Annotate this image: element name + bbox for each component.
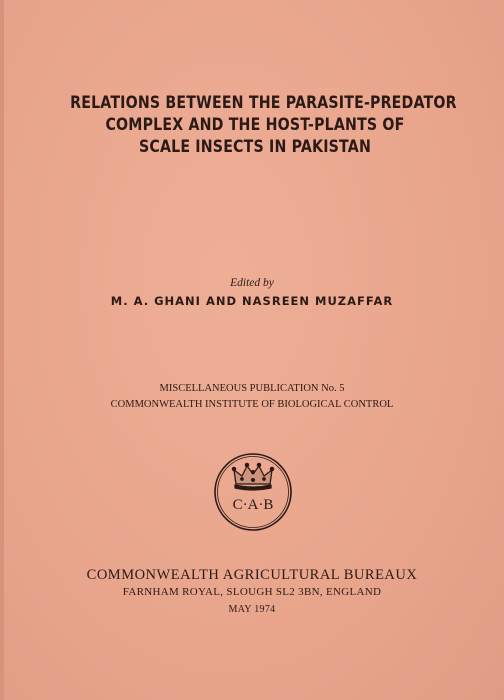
edited-by-label: Edited by: [230, 277, 274, 289]
logo-text: C·A·B: [232, 497, 274, 513]
title-line-2: COMPLEX AND THE HOST-PLANTS OF: [105, 115, 405, 134]
series-info: [0, 381, 504, 413]
publisher-address: FARNHAM ROYAL, SLOUGH SL2 3BN, ENGLAND: [122, 586, 382, 598]
title-line-1: RELATIONS BETWEEN THE PARASITE-PREDATOR: [70, 93, 457, 112]
book-title: [70, 92, 457, 158]
cab-logo: [213, 452, 293, 532]
publisher-name: COMMONWEALTH AGRICULTURAL BUREAUX: [86, 567, 418, 583]
editors-names: M. A. GHANI AND NASREEN MUZAFFAR: [110, 294, 394, 308]
series-line-1: MISCELLANEOUS PUBLICATION No. 5: [159, 383, 345, 394]
title-line-3: SCALE INSECTS IN PAKISTAN: [138, 137, 372, 156]
series-line-2: COMMONWEALTH INSTITUTE OF BIOLOGICAL CONTROL: [110, 399, 394, 410]
publication-date: MAY 1974: [228, 604, 276, 615]
crown-icon: [232, 463, 273, 490]
